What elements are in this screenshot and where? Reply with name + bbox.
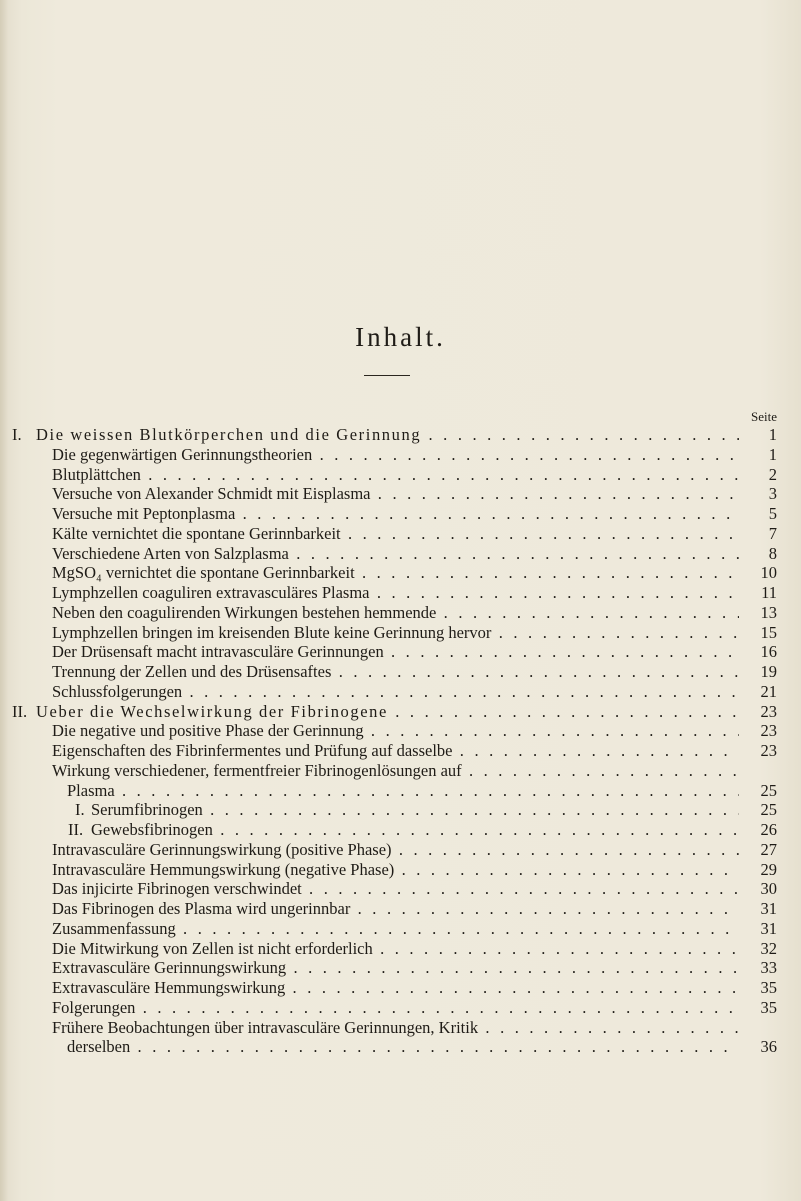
toc-entry-page-number: 31 bbox=[760, 918, 777, 938]
toc-entry-page-number: 29 bbox=[760, 859, 777, 879]
toc-entry-title: Gewebsfibrinogen . . . bbox=[91, 820, 739, 840]
toc-entry-page-number: 19 bbox=[760, 662, 777, 681]
toc-entry-page-number: 33 bbox=[760, 958, 777, 978]
toc-entry bbox=[0, 623, 801, 643]
table-of-contents bbox=[0, 425, 801, 1057]
toc-entry-page-number: 2 bbox=[768, 464, 777, 484]
toc-entry-title: Verschiedene Arten von Salzplasma . . . bbox=[52, 544, 739, 564]
toc-entry-title: Wirkung verschiedener, fermentfreier Fibrinogenlösungen auf . . . bbox=[52, 761, 739, 781]
toc-entry bbox=[0, 761, 801, 781]
toc-entry bbox=[0, 445, 801, 465]
toc-entry bbox=[0, 860, 801, 880]
toc-entry-page-number: 13 bbox=[760, 602, 777, 622]
toc-entry-title: Die Mitwirkung von Zellen ist nicht erforderlich . . . bbox=[52, 939, 739, 959]
toc-entry-title: Frühere Beobachtungen über intravasculäre Gerinnungen, Kritik . . . bbox=[52, 1018, 739, 1038]
toc-entry bbox=[0, 840, 801, 860]
toc-entry-page-number: 16 bbox=[760, 642, 777, 662]
toc-entry-title: Der Drüsensaft macht intravasculäre Gerinnungen . . . bbox=[52, 642, 739, 662]
toc-entry-page-number: 23 bbox=[760, 701, 777, 721]
toc-entry-number: II. bbox=[12, 701, 28, 721]
toc-entry-page-number: 30 bbox=[760, 879, 777, 899]
toc-entry-page-number: 1 bbox=[768, 444, 777, 464]
toc-entry-number: I. bbox=[75, 800, 85, 820]
toc-entry-page-number: 5 bbox=[768, 504, 777, 523]
toc-entry bbox=[0, 958, 801, 978]
toc-entry bbox=[0, 563, 801, 583]
toc-entry bbox=[0, 879, 801, 899]
toc-entry-page-number: 10 bbox=[760, 563, 777, 583]
page-title: Inhalt. bbox=[355, 322, 446, 352]
toc-entry bbox=[0, 504, 801, 524]
toc-entry-number: II. bbox=[68, 820, 84, 839]
page-column-header: Seite bbox=[751, 409, 777, 424]
toc-entry-title: Folgerungen . . . bbox=[52, 998, 739, 1018]
toc-entry-title: Das injicirte Fibrinogen verschwindet . . . bbox=[52, 879, 739, 899]
toc-entry bbox=[0, 425, 801, 445]
toc-entry bbox=[0, 998, 801, 1018]
toc-entry-title: Extravasculäre Hemmungswirkung . . . bbox=[52, 978, 739, 998]
toc-entry-page-number: 15 bbox=[760, 622, 777, 642]
toc-entry-page-number: 21 bbox=[760, 681, 777, 701]
toc-entry bbox=[0, 741, 801, 761]
toc-entry-title: Versuche mit Peptonplasma . . . bbox=[52, 504, 739, 524]
toc-entry bbox=[0, 1037, 801, 1057]
toc-entry bbox=[0, 820, 801, 840]
toc-entry-title: Extravasculäre Gerinnungswirkung . . . bbox=[52, 958, 739, 978]
toc-entry bbox=[0, 682, 801, 702]
toc-entry-title: Serumfibrinogen . . . bbox=[91, 800, 739, 820]
toc-entry-page-number: 7 bbox=[768, 523, 777, 543]
toc-entry-page-number: 36 bbox=[760, 1037, 777, 1057]
toc-entry-page-number: 32 bbox=[760, 938, 777, 958]
toc-entry bbox=[0, 800, 801, 820]
toc-entry-title: Die negative und positive Phase der Gerinnung . . . bbox=[52, 721, 739, 741]
toc-entry-title: Lymphzellen bringen im kreisenden Blute keine Gerinnung hervor . . . bbox=[52, 623, 739, 643]
toc-entry-page-number: 35 bbox=[760, 978, 777, 997]
toc-entry-title: Versuche von Alexander Schmidt mit Eisplasma . . . bbox=[52, 484, 739, 504]
toc-entry bbox=[0, 662, 801, 682]
toc-entry bbox=[0, 524, 801, 544]
toc-entry bbox=[0, 721, 801, 741]
toc-entry bbox=[0, 939, 801, 959]
toc-entry-page-number: 26 bbox=[760, 820, 777, 839]
toc-entry-title: Das Fibrinogen des Plasma wird ungerinnbar . . . bbox=[52, 899, 739, 919]
toc-entry bbox=[0, 603, 801, 623]
toc-entry bbox=[0, 978, 801, 998]
toc-entry-page-number: 1 bbox=[768, 425, 777, 444]
toc-entry bbox=[0, 544, 801, 564]
toc-entry-title: Eigenschaften des Fibrinfermentes und Prüfung auf dasselbe . . . bbox=[52, 741, 739, 761]
toc-entry bbox=[0, 919, 801, 939]
toc-entry-title: Die gegenwärtigen Gerinnungstheorien . . . bbox=[52, 445, 739, 465]
toc-entry-title: Zusammenfassung . . . bbox=[52, 919, 739, 939]
toc-entry-page-number: 35 bbox=[760, 997, 777, 1017]
toc-entry bbox=[0, 781, 801, 801]
toc-entry-title: Neben den coagulirenden Wirkungen bestehen hemmende . . . bbox=[52, 603, 739, 623]
toc-entry-title: MgSO₄ vernichtet die spontane Gerinnbarkeit . . . bbox=[52, 563, 739, 583]
toc-entry bbox=[0, 484, 801, 504]
toc-entry-page-number: 11 bbox=[761, 583, 777, 602]
toc-entry-title: Die weissen Blutkörperchen und die Gerinnung . . . bbox=[36, 425, 739, 445]
toc-entry bbox=[0, 465, 801, 485]
toc-entry-title: Trennung der Zellen und des Drüsensaftes . . . bbox=[52, 662, 739, 682]
toc-entry-title: Kälte vernichtet die spontane Gerinnbarkeit . . . bbox=[52, 524, 739, 544]
toc-entry-title: derselben . . . bbox=[67, 1037, 739, 1057]
toc-entry-page-number: 23 bbox=[760, 741, 777, 760]
toc-entry-title: Intravasculäre Gerinnungswirkung (positive Phase) . . . bbox=[52, 840, 739, 860]
toc-entry-title: Schlussfolgerungen . . . bbox=[52, 682, 739, 702]
toc-entry-title: Blutplättchen . . . bbox=[52, 465, 739, 485]
toc-entry-title: Intravasculäre Hemmungswirkung (negative Phase) . . . bbox=[52, 860, 739, 880]
toc-entry-page-number: 3 bbox=[768, 484, 777, 504]
toc-entry-page-number: 31 bbox=[760, 899, 777, 918]
toc-entry-title: Lymphzellen coaguliren extravasculäres Plasma . . . bbox=[52, 583, 739, 603]
toc-entry-page-number: 27 bbox=[760, 839, 777, 859]
toc-entry-page-number: 8 bbox=[768, 543, 777, 563]
toc-entry bbox=[0, 583, 801, 603]
toc-entry bbox=[0, 1018, 801, 1038]
toc-entry bbox=[0, 899, 801, 919]
toc-entry bbox=[0, 702, 801, 722]
toc-entry-page-number: 25 bbox=[760, 780, 777, 800]
toc-entry bbox=[0, 642, 801, 662]
toc-entry-title: Ueber die Wechselwirkung der Fibrinogene . . . bbox=[36, 702, 739, 722]
toc-entry-page-number: 23 bbox=[760, 721, 777, 741]
title-rule bbox=[364, 375, 410, 376]
toc-entry-number: I. bbox=[12, 425, 22, 444]
toc-entry-page-number: 25 bbox=[760, 800, 777, 820]
toc-entry-title: Plasma . . . bbox=[67, 781, 739, 801]
